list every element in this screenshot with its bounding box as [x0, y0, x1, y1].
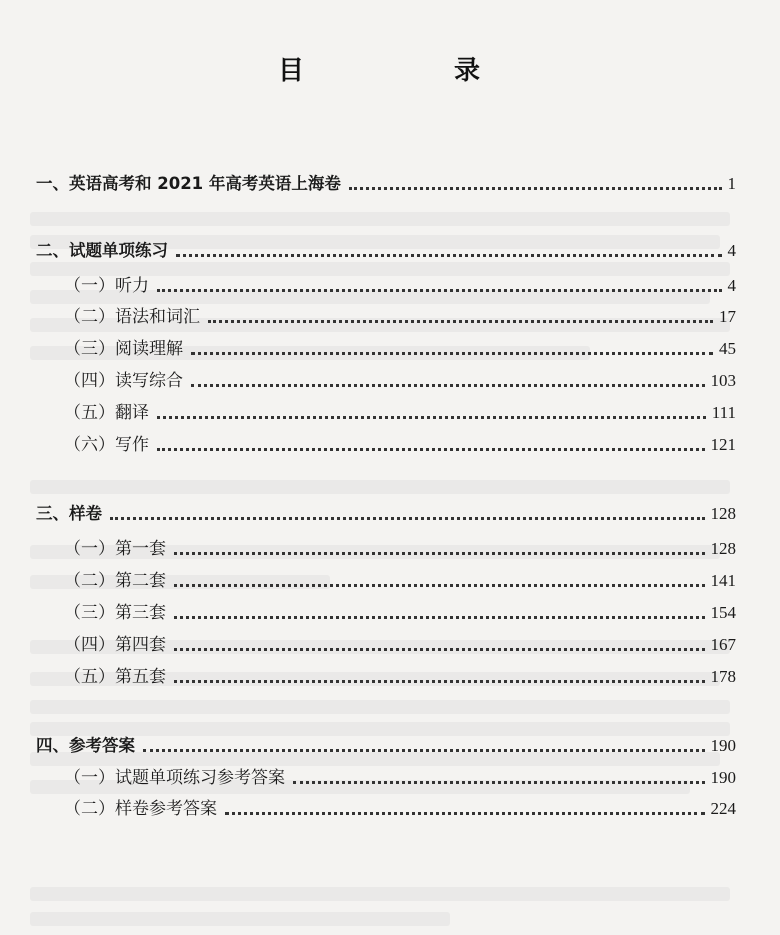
toc-page-number: 178	[710, 667, 736, 686]
toc-subsection-entry	[0, 434, 780, 456]
toc-page-number: 4	[727, 276, 736, 295]
dot-leader	[349, 187, 722, 190]
toc-entry-label: （一）听力	[64, 276, 149, 296]
toc-entry-label: （四）第四套	[64, 635, 166, 655]
toc-entry-label: 一、英语高考和 2021 年高考英语上海卷	[36, 174, 341, 193]
toc-page-number: 103	[710, 371, 736, 390]
dot-leader	[157, 448, 705, 451]
dot-leader	[143, 749, 705, 752]
toc-entry-label: （五）第五套	[64, 667, 166, 687]
toc-subsection-entry	[0, 570, 780, 592]
toc-subsection-entry	[0, 538, 780, 560]
toc-subsection-entry	[0, 634, 780, 656]
toc-subsection-entry	[0, 338, 780, 360]
dot-leader	[191, 384, 705, 387]
dot-leader	[110, 517, 705, 520]
toc-subsection-entry	[0, 275, 780, 297]
toc-page-number: 17	[719, 307, 736, 326]
toc-page-number: 167	[710, 635, 736, 654]
toc-page-number: 141	[710, 571, 736, 590]
toc-subsection-entry	[0, 798, 780, 820]
toc-section-entry	[0, 735, 780, 757]
toc-page-number: 121	[710, 435, 736, 454]
dot-leader	[191, 352, 713, 355]
toc-section-entry	[0, 240, 780, 262]
toc-page-number: 45	[719, 339, 736, 358]
toc-entry-label: （三）阅读理解	[64, 339, 183, 359]
dot-leader	[157, 289, 722, 292]
toc-subsection-entry	[0, 370, 780, 392]
dot-leader	[157, 416, 706, 419]
toc-page-number: 154	[710, 603, 736, 622]
toc-subsection-entry	[0, 402, 780, 424]
dot-leader	[208, 320, 713, 323]
toc-entry-label: （六）写作	[64, 435, 149, 455]
toc-entry-label: （二）样卷参考答案	[64, 799, 217, 819]
toc-subsection-entry	[0, 767, 780, 789]
toc-entry-label: （一）试题单项练习参考答案	[64, 768, 285, 788]
toc-section-entry	[0, 503, 780, 525]
dot-leader	[293, 781, 705, 784]
toc-page-number: 190	[710, 736, 736, 755]
dot-leader	[174, 680, 705, 683]
toc-entry-label: （二）第二套	[64, 571, 166, 591]
dot-leader	[174, 552, 705, 555]
toc-entry-label: （五）翻译	[64, 403, 149, 423]
toc-entry-label: 四、参考答案	[36, 736, 135, 755]
toc-entry-label: （四）读写综合	[64, 371, 183, 391]
toc-page-number: 190	[710, 768, 736, 787]
toc-page-number: 1	[727, 174, 736, 193]
toc-page-number: 4	[727, 241, 736, 260]
page-title: 目 录	[277, 56, 542, 86]
toc-page-number: 128	[710, 504, 736, 523]
dot-leader	[174, 648, 705, 651]
toc-entry-label: （一）第一套	[64, 539, 166, 559]
toc-page-number: 224	[710, 799, 736, 818]
dot-leader	[174, 584, 705, 587]
toc-section-entry	[0, 173, 780, 195]
dot-leader	[225, 812, 705, 815]
toc-page-number: 111	[711, 403, 736, 422]
toc-subsection-entry	[0, 666, 780, 688]
dot-leader	[176, 254, 722, 257]
toc-page-number: 128	[710, 539, 736, 558]
toc-entry-label: 二、试题单项练习	[36, 241, 168, 260]
toc-subsection-entry	[0, 602, 780, 624]
toc-entry-label: （三）第三套	[64, 603, 166, 623]
toc-entry-label: （二）语法和词汇	[64, 307, 200, 327]
toc-subsection-entry	[0, 306, 780, 328]
toc-entry-label: 三、样卷	[36, 504, 102, 523]
dot-leader	[174, 616, 705, 619]
